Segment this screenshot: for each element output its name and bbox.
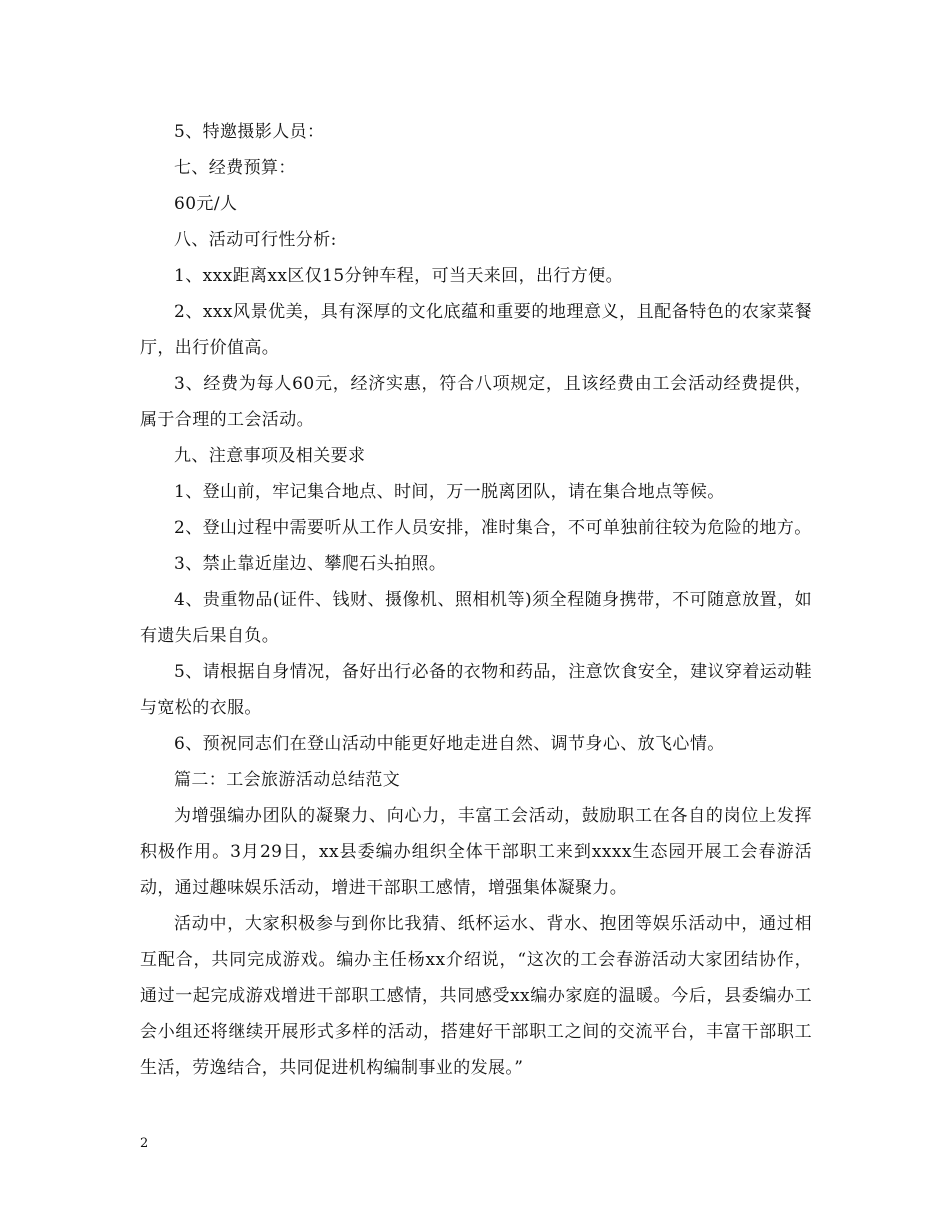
paragraph-summary-intro: 为增强编办团队的凝聚力、向心力，丰富工会活动，鼓励职工在各自的岗位上发挥积极作用。3月29日，xx县委编办组织全体干部职工来到xxxx生态园开展工会春游活动，通过趣味娱乐活动，增进干部职工感情，增强集体凝聚力。 (140, 806, 812, 898)
paragraph-note-4: 4、贵重物品(证件、钱财、摄像机、照相机等)须全程随身携带，不可随意放置，如有遗失后果自负。 (140, 590, 812, 646)
paragraph-note-2: 2、登山过程中需要听从工作人员安排，准时集合，不可单独前往较为危险的地方。 (174, 518, 812, 538)
page-number: 2 (140, 1136, 149, 1151)
paragraph-feasibility-2: 2、xxx风景优美，具有深厚的文化底蕴和重要的地理意义，且配备特色的农家菜餐厅，出行价值高。 (140, 302, 812, 358)
paragraph-note-5: 5、请根据自身情况，备好出行必备的衣物和药品，注意饮食安全，建议穿着运动鞋与宽松的衣服。 (140, 662, 812, 718)
heading-part-two: 篇二：工会旅游活动总结范文 (174, 770, 401, 790)
paragraph-budget-amount: 60元/人 (174, 194, 238, 214)
paragraph-note-6: 6、预祝同志们在登山活动中能更好地走进自然、调节身心、放飞心情。 (174, 734, 725, 754)
heading-notes: 九、注意事项及相关要求 (174, 446, 366, 466)
heading-feasibility: 八、活动可行性分析: (174, 230, 337, 250)
paragraph-note-3: 3、禁止靠近崖边、攀爬石头拍照。 (174, 554, 447, 574)
paragraph-photographer: 5、特邀摄影人员： (174, 122, 325, 142)
paragraph-feasibility-1: 1、xxx距离xx区仅15分钟车程，可当天来回，出行方便。 (174, 266, 623, 286)
document-body (140, 114, 812, 1086)
paragraph-feasibility-3: 3、经费为每人60元，经济实惠，符合八项规定，且该经费由工会活动经费提供，属于合理的工会活动。 (140, 374, 812, 430)
paragraph-note-1: 1、登山前，牢记集合地点、时间，万一脱离团队，请在集合地点等候。 (174, 482, 725, 502)
paragraph-summary-activity: 活动中，大家积极参与到你比我猜、纸杯运水、背水、抱团等娱乐活动中，通过相互配合，共同完成游戏。编办主任杨xx介绍说，“这次的工会春游活动大家团结协作，通过一起完成游戏增进干部职工感情，共同感受xx编办家庭的温暖。今后，县委编办工会小组还将继续开展形式多样的活动，搭建好干部职工之间的交流平台，丰富干部职工生活，劳逸结合，共同促进机构编制事业的发展。” (140, 914, 812, 1078)
heading-budget: 七、经费预算： (174, 158, 296, 178)
